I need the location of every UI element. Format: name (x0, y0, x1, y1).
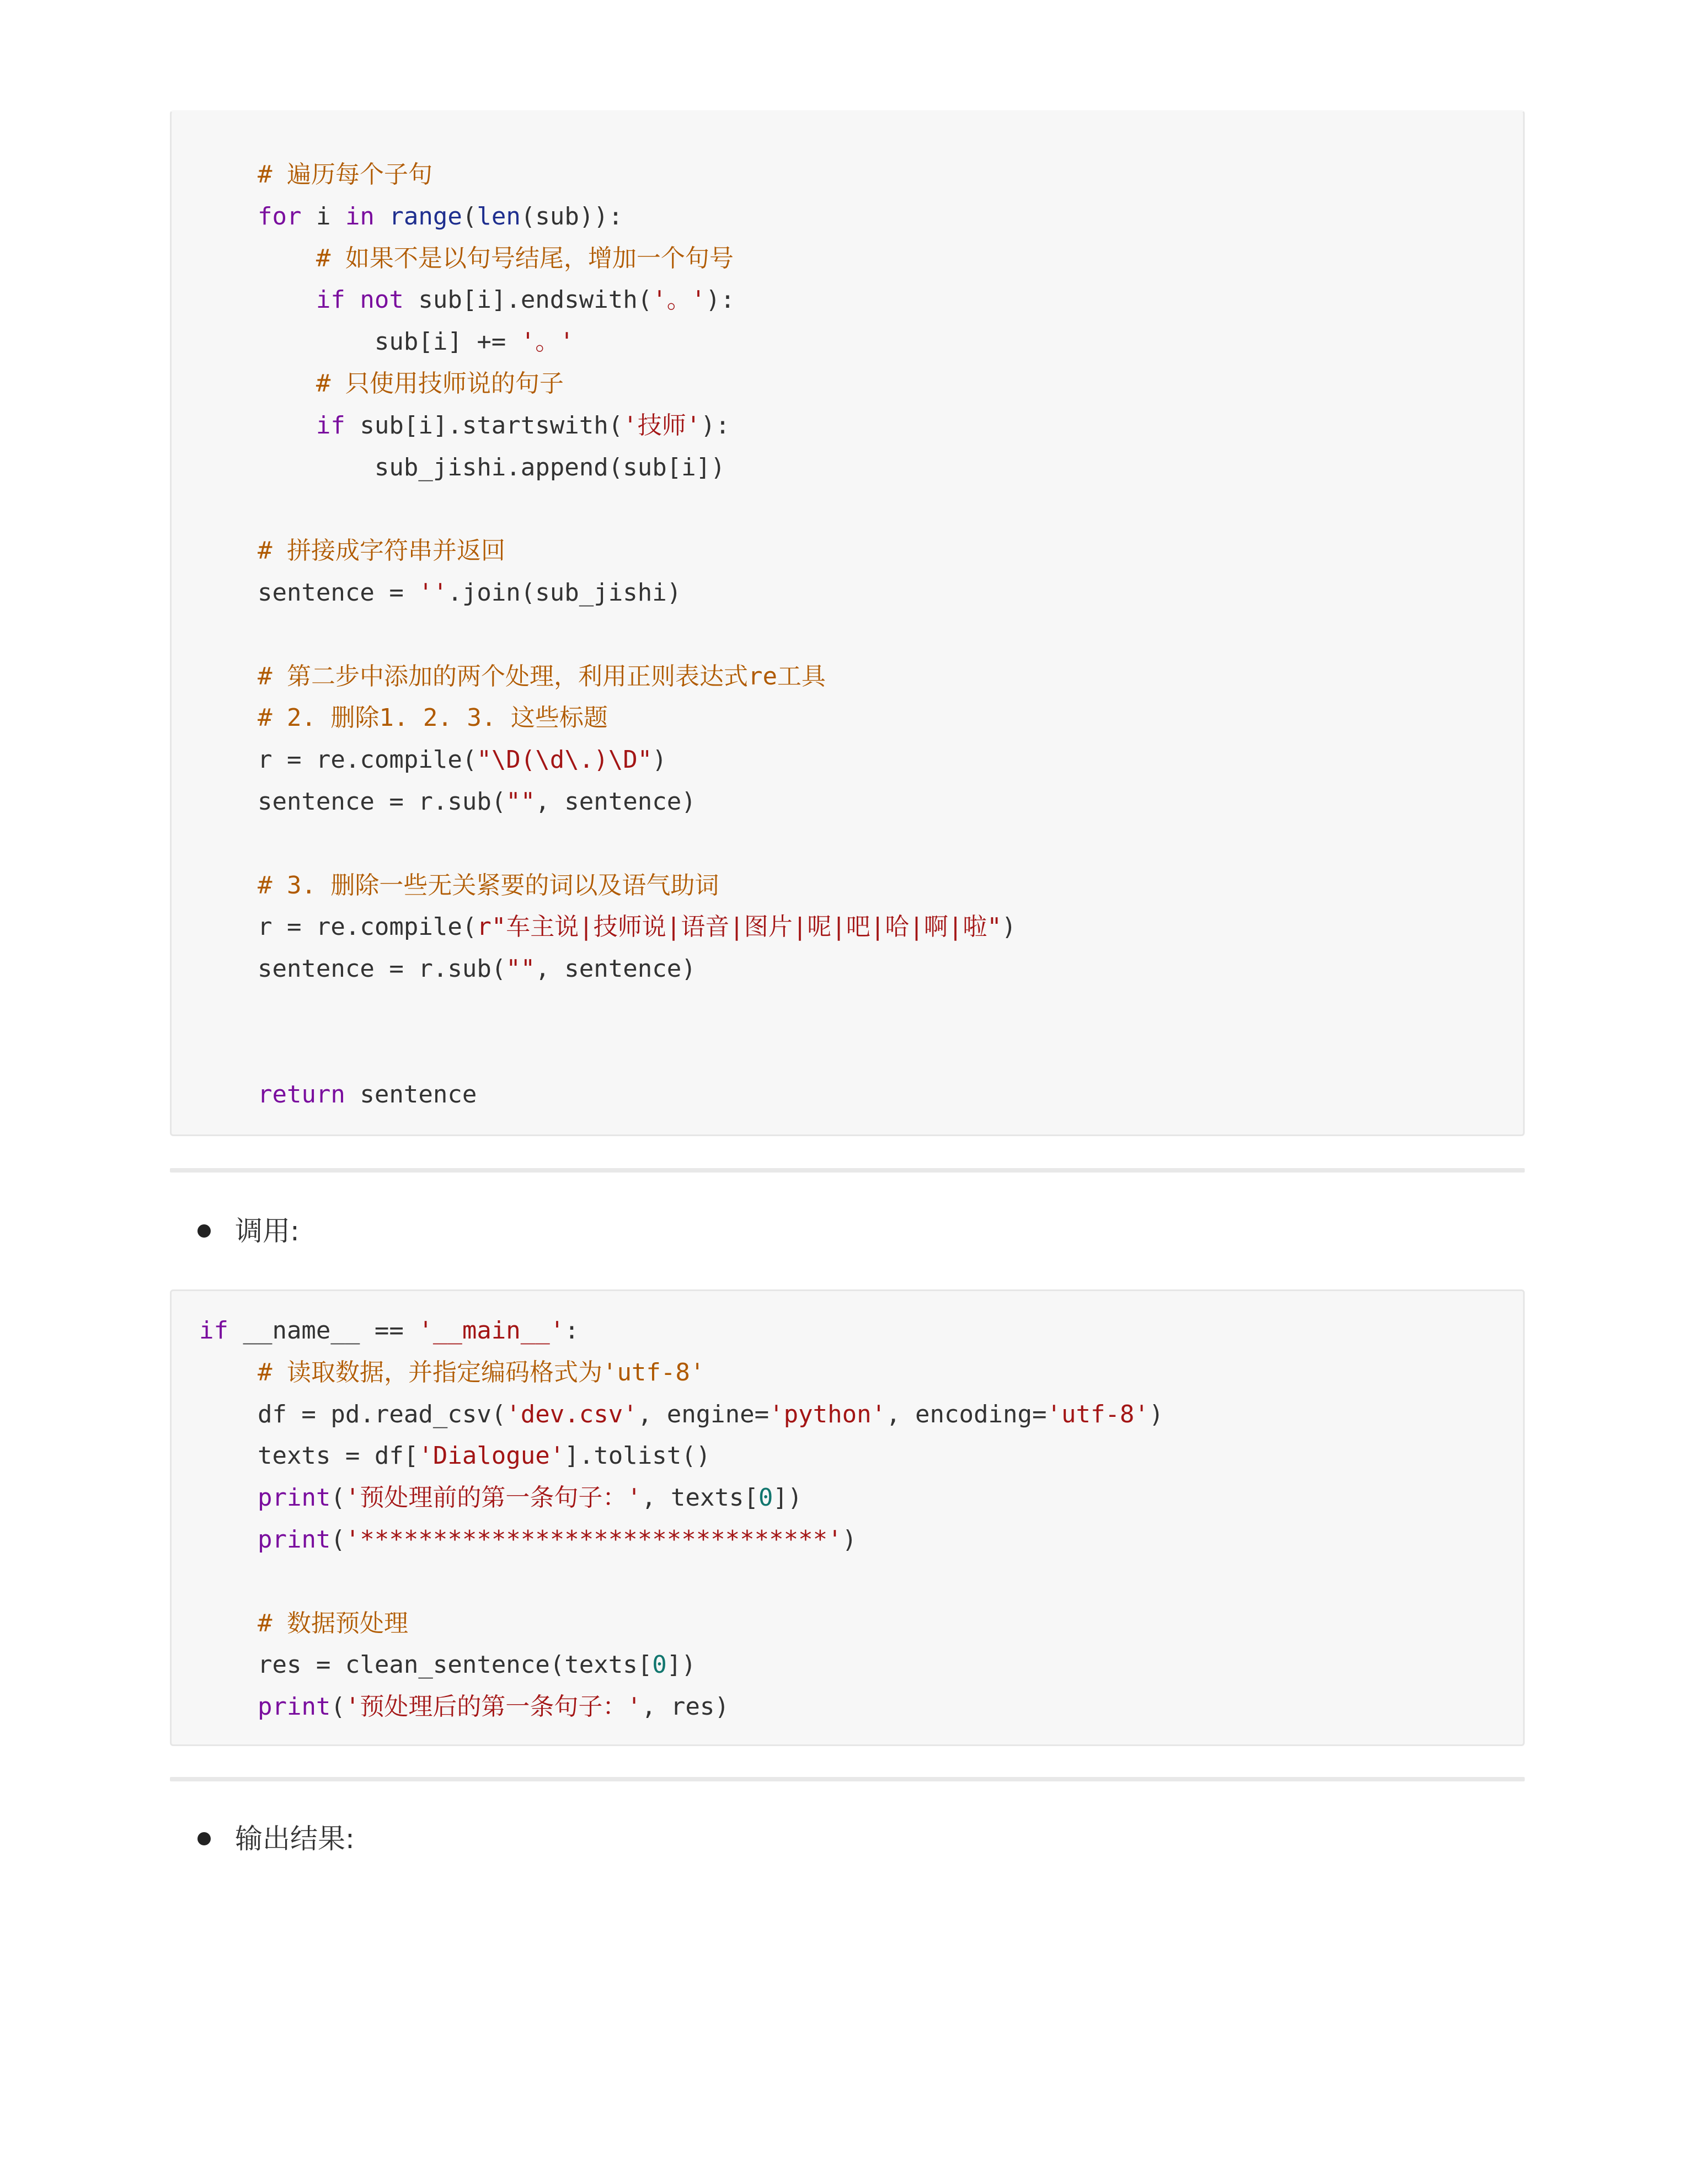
code-token: return (257, 1080, 345, 1109)
code-token: 'python' (769, 1400, 886, 1428)
bullet-label: 输出结果: (235, 1823, 355, 1855)
code-token: len (477, 202, 521, 231)
code-token: sentence = r.sub( (199, 788, 506, 816)
code-token: ( (330, 1525, 345, 1554)
code-token: ): (706, 286, 735, 314)
code-token: print (257, 1525, 331, 1554)
code-line (199, 739, 667, 781)
code-token: , sentence) (535, 788, 696, 816)
code-token: , res) (641, 1693, 729, 1721)
code-token: (sub)): (520, 202, 623, 231)
code-token: r"车主说|技师说|语音|图片|呢|吧|哈|啊|啦" (477, 913, 1002, 941)
code-token (199, 662, 258, 690)
code-token: sub_jishi.append(sub[i]) (199, 453, 725, 481)
code-block-function-body (170, 110, 1525, 1136)
code-line (199, 1644, 696, 1686)
code-token: , engine= (637, 1400, 770, 1428)
code-line (199, 530, 505, 572)
code-token (199, 1525, 258, 1554)
code-line (199, 948, 696, 990)
code-token: # 只使用技师说的句子 (316, 370, 564, 398)
code-token: # 数据预处理 (257, 1609, 408, 1637)
code-token: if (199, 1316, 228, 1345)
code-token: print (257, 1484, 331, 1512)
code-token: ) (842, 1525, 857, 1554)
code-token: if (316, 286, 345, 314)
bullet-item-output (197, 1817, 355, 1861)
code-line (199, 656, 826, 698)
code-token: # 遍历每个子句 (257, 160, 432, 189)
code-token (199, 202, 258, 231)
code-line (199, 1686, 729, 1728)
code-token: "\D(\d\.)\D" (477, 746, 653, 774)
code-token: if (316, 411, 345, 440)
code-token: ].tolist() (564, 1442, 711, 1470)
code-token: '。' (652, 286, 706, 314)
code-token: ): (701, 411, 730, 440)
code-token: ( (330, 1484, 345, 1512)
code-token: df = pd.read_csv( (199, 1400, 506, 1428)
code-token: sentence (345, 1080, 477, 1109)
code-token (345, 286, 360, 314)
code-token: .join(sub_jishi) (447, 579, 682, 607)
code-line (199, 154, 432, 196)
code-token (199, 704, 258, 732)
code-line (199, 279, 735, 321)
code-line (199, 1603, 408, 1645)
horizontal-rule (170, 1777, 1525, 1781)
code-token (199, 1080, 258, 1109)
code-token: 0 (758, 1484, 773, 1512)
code-token (199, 1358, 258, 1387)
code-block-main (170, 1289, 1525, 1746)
code-token: in (345, 202, 375, 231)
code-token: # 如果不是以句号结尾，增加一个句号 (316, 244, 734, 272)
code-line (199, 865, 719, 907)
code-token: 'Dialogue' (418, 1442, 565, 1470)
code-token (199, 1609, 258, 1637)
code-line (199, 1519, 857, 1561)
code-token (199, 1693, 258, 1721)
code-token: sub[i] += (199, 328, 521, 356)
code-token: # 3. 删除一些无关紧要的词以及语气助词 (257, 871, 719, 900)
code-token (199, 871, 258, 900)
code-token: for (257, 202, 302, 231)
code-token: : (564, 1316, 579, 1345)
code-line (199, 1074, 477, 1116)
code-token (199, 244, 316, 272)
code-token: # 拼接成字符串并返回 (257, 537, 505, 565)
code-token: '预处理前的第一条句子：' (345, 1484, 642, 1512)
code-token: i (301, 202, 345, 231)
code-token: ]) (773, 1484, 803, 1512)
code-token: res = clean_sentence(texts[ (199, 1651, 653, 1679)
code-token: r = re.compile( (199, 913, 477, 941)
code-line (199, 196, 623, 238)
code-token: # 读取数据，并指定编码格式为'utf-8' (257, 1358, 705, 1387)
code-line (199, 1394, 1163, 1436)
code-token: '__main__' (418, 1316, 565, 1345)
code-token: , sentence) (535, 955, 696, 983)
code-line (199, 1435, 711, 1477)
code-token: '技师' (623, 411, 701, 440)
bullet-item-call (197, 1209, 300, 1253)
bullet-dot-icon (197, 1224, 211, 1238)
code-token: print (257, 1693, 331, 1721)
code-token: ) (652, 746, 667, 774)
code-token (199, 370, 316, 398)
code-token: '。' (520, 328, 574, 356)
code-token: ) (1001, 913, 1017, 941)
code-line (199, 906, 1016, 948)
code-token: sentence = (199, 579, 419, 607)
code-token (199, 286, 316, 314)
code-token: ( (462, 202, 477, 231)
code-token: # 第二步中添加的两个处理，利用正则表达式re工具 (257, 662, 826, 690)
code-token (375, 202, 389, 231)
code-token: , encoding= (886, 1400, 1047, 1428)
code-line (199, 697, 608, 739)
code-token: '' (418, 579, 448, 607)
code-token: not (360, 286, 404, 314)
code-line (199, 1477, 802, 1519)
code-token: r = re.compile( (199, 746, 477, 774)
code-token (199, 411, 316, 440)
code-token (199, 160, 258, 189)
horizontal-rule (170, 1168, 1525, 1173)
code-token: sub[i].startswith( (345, 411, 623, 440)
code-token: sentence = r.sub( (199, 955, 506, 983)
code-token: __name__ == (228, 1316, 419, 1345)
code-token: '********************************' (345, 1525, 842, 1554)
code-token: range (389, 202, 462, 231)
code-token: sub[i].endswith( (403, 286, 653, 314)
code-token: # 2. 删除1. 2. 3. 这些标题 (257, 704, 608, 732)
code-line (199, 447, 725, 489)
code-token: '预处理后的第一条句子：' (345, 1693, 642, 1721)
code-line (199, 321, 574, 363)
code-line (199, 363, 564, 405)
code-token: 'dev.csv' (506, 1400, 638, 1428)
code-line (199, 781, 696, 823)
code-token: 0 (652, 1651, 667, 1679)
code-token: "" (506, 955, 536, 983)
bullet-label: 调用: (235, 1215, 300, 1247)
code-line (199, 405, 730, 447)
code-line (199, 572, 681, 614)
code-token: ( (330, 1693, 345, 1721)
code-token: texts = df[ (199, 1442, 419, 1470)
code-token (199, 1484, 258, 1512)
code-line (199, 1310, 579, 1352)
code-token: "" (506, 788, 536, 816)
code-line (199, 1352, 704, 1394)
code-token: ) (1149, 1400, 1164, 1428)
code-token: , texts[ (641, 1484, 758, 1512)
code-token (199, 537, 258, 565)
code-token: ]) (666, 1651, 696, 1679)
code-line (199, 238, 734, 280)
code-token: 'utf-8' (1046, 1400, 1149, 1428)
bullet-dot-icon (197, 1832, 211, 1845)
